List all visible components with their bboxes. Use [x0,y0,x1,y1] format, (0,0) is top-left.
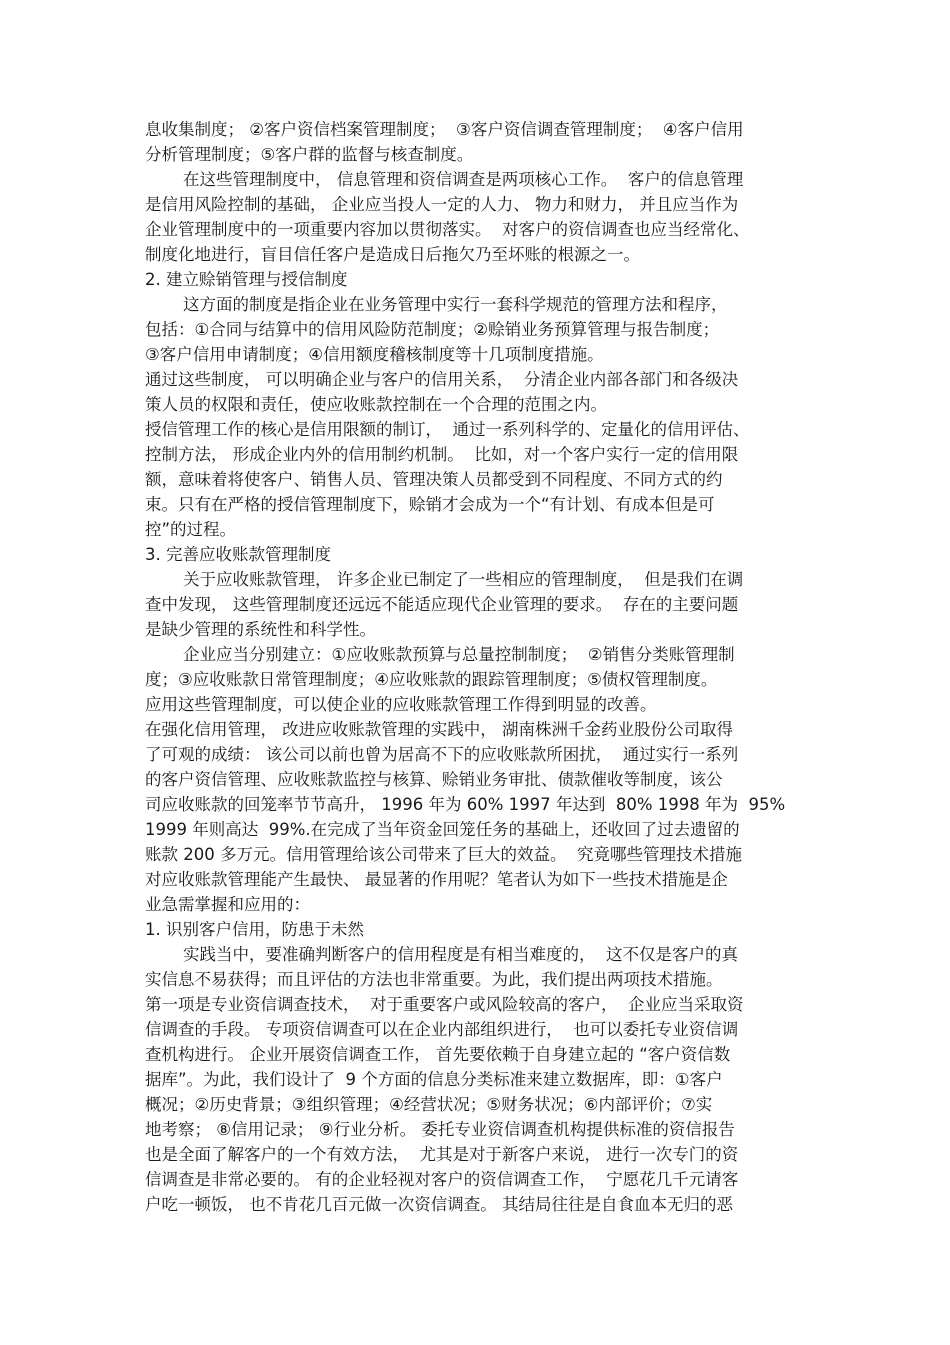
text-line: 是缺少管理的系统性和科学性。 [145,620,376,639]
text-line: 也是全面了解客户的一个有效方法， 尤其是对于新客户来说， 进行一次专门的资 [145,1145,739,1164]
text-line: 业急需掌握和应用的： [145,895,310,914]
text-line: 账款 200 多万元。信用管理给该公司带来了巨大的效益。 究竟哪些管理技术措施 [145,845,742,864]
text-line: 束。只有在严格的授信管理制度下，赊销才会成为一个“有计划、有成本但是可 [145,495,715,514]
section-heading: 3. 完善应收账款管理制度 [145,545,331,564]
text-line: 信调查是非常必要的。 有的企业轻视对客户的资信调查工作， 宁愿花几千元请客 [145,1170,739,1189]
text-line: 策人员的权限和责任，使应收账款控制在一个合理的范围之内。 [145,395,607,414]
text-line: 包括：①合同与结算中的信用风险防范制度；②赊销业务预算管理与报告制度； [145,320,720,339]
text-line: 在强化信用管理， 改进应收账款管理的实践中， 湖南株洲千金药业股份公司取得 [145,720,733,739]
text-line: 制度化地进行，盲目信任客户是造成日后拖欠乃至坏账的根源之一。 [145,245,640,264]
paragraph-first-line: 关于应收账款管理， 许多企业已制定了一些相应的管理制度， 但是我们在调 [183,570,744,589]
text-line: 通过这些制度， 可以明确企业与客户的信用关系， 分清企业内部各部门和各级决 [145,370,739,389]
text-line: 企业管理制度中的一项重要内容加以贯彻落实。 对客户的资信调查也应当经常化、 [145,220,750,239]
text-line: 户吃一顿饭， 也不肯花几百元做一次资信调查。 其结局往往是自食血本无归的恶 [145,1195,733,1214]
paragraph-first-line: 实践当中，要准确判断客户的信用程度是有相当难度的， 这不仅是客户的真 [183,945,738,964]
text-line: 的客户资信管理、应收账款监控与核算、赊销业务审批、债款催收等制度，该公 [145,770,723,789]
text-line: 分析管理制度；⑤客户群的监督与核查制度。 [145,145,474,164]
text-line: 控”的过程。 [145,520,237,539]
text-line: 信调查的手段。 专项资信调查可以在企业内部组织进行， 也可以委托专业资信调 [145,1020,739,1039]
text-line: 度；③应收账款日常管理制度；④应收账款的跟踪管理制度；⑤债权管理制度。 [145,670,718,689]
text-line: 司应收账款的回笼率节节高升， 1996 年为 60% 1997 年达到 80% 1998 年为 95% [145,795,786,814]
text-line: 是信用风险控制的基础， 企业应当投人一定的人力、 物力和财力， 并且应当作为 [145,195,739,214]
text-line: 了可观的成绩： 该公司以前也曾为居高不下的应收账款所困扰， 通过实行一系列 [145,745,739,764]
paragraph-first-line: 这方面的制度是指企业在业务管理中实行一套科学规范的管理方法和程序， [183,295,728,314]
paragraph-first-line: 企业应当分别建立：①应收账款预算与总量控制制度； ②销售分类账管理制 [183,645,735,664]
text-line: 第一项是专业资信调查技术， 对于重要客户或风险较高的客户， 企业应当采取资 [145,995,744,1014]
text-line: ③客户信用申请制度；④信用额度稽核制度等十几项制度措施。 [145,345,604,364]
text-line: 实信息不易获得；而且评估的方法也非常重要。为此，我们提出两项技术措施。 [145,970,723,989]
text-line: 应用这些管理制度，可以使企业的应收账款管理工作得到明显的改善。 [145,695,657,714]
text-line: 地考察； ⑧信用记录； ⑨行业分析。 委托专业资信调查机构提供标准的资信报告 [145,1120,735,1139]
text-line: 对应收账款管理能产生最快、 最显著的作用呢？笔者认为如下一些技术措施是企 [145,870,728,889]
text-line: 查中发现， 这些管理制度还远远不能适应现代企业管理的要求。 存在的主要问题 [145,595,739,614]
text-line: 额，意味着将使客户、销售人员、管理决策人员都受到不同程度、不同方式的约 [145,470,723,489]
text-line: 息收集制度； ②客户资信档案管理制度； ③客户资信调查管理制度； ④客户信用 [145,120,744,139]
text-line: 据库”。为此，我们设计了 9 个方面的信息分类标准来建立数据库，即：①客户 [145,1070,723,1089]
text-line: 授信管理工作的核心是信用限额的制订， 通过一系列科学的、定量化的信用评估、 [145,420,750,439]
paragraph-first-line: 在这些管理制度中， 信息管理和资信调查是两项核心工作。 客户的信息管理 [183,170,744,189]
text-line: 查机构进行。 企业开展资信调查工作， 首先要依赖于自身建立起的 “客户资信数 [145,1045,731,1064]
text-line: 1999 年则高达 99%.在完成了当年资金回笼任务的基础上，还收回了过去遗留的 [145,820,740,839]
text-line: 控制方法， 形成企业内外的信用制约机制。 比如，对一个客户实行一定的信用限 [145,445,739,464]
text-line: 概况；②历史背景；③组织管理；④经营状况；⑤财务状况；⑥内部评价；⑦实 [145,1095,713,1114]
section-heading: 1. 识别客户信用，防患于未然 [145,920,364,939]
section-heading: 2. 建立赊销管理与授信制度 [145,270,348,289]
